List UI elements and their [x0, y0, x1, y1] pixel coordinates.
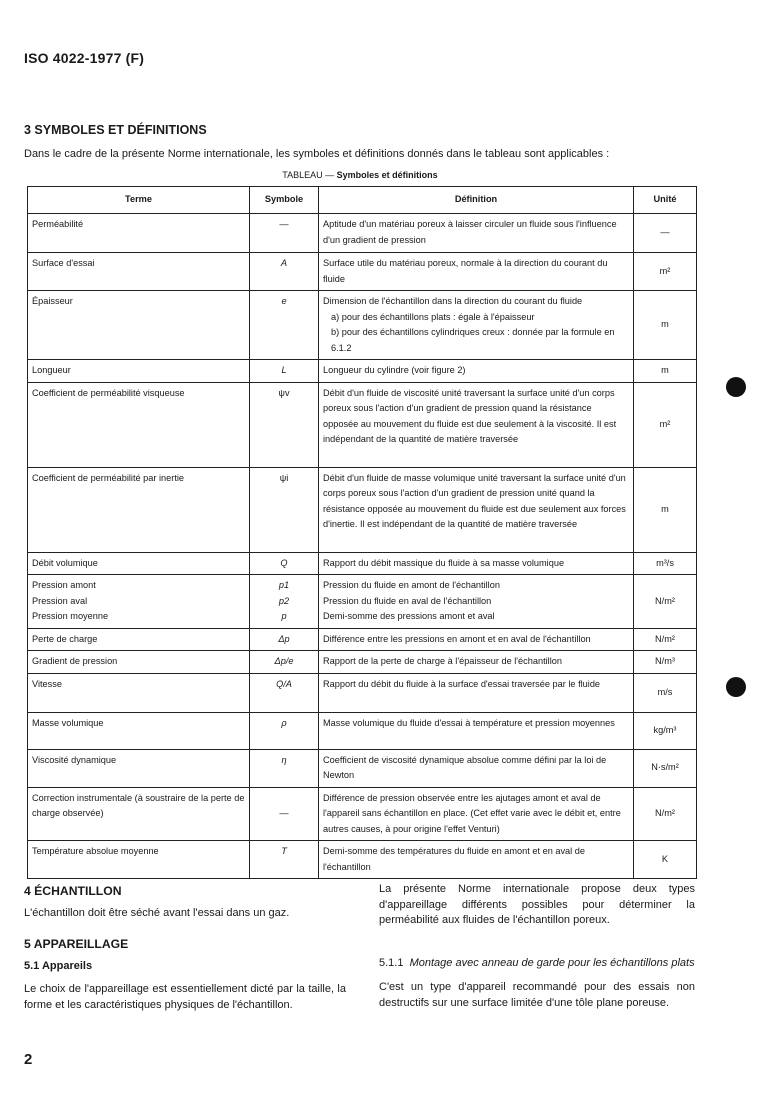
term-cell: Température absolue moyenne — [28, 841, 250, 879]
header-symbol: Symbole — [250, 187, 319, 214]
table-caption — [0, 170, 720, 180]
unit-cell: m — [634, 360, 697, 383]
table-row — [28, 382, 697, 467]
document-header: ISO 4022-1977 (F) — [24, 50, 145, 66]
symbol-cell: e — [250, 291, 319, 360]
section-5-1-text: Le choix de l'appareillage est essentiellement dicté par la taille, la forme et les caractéristiques physiques de l'échantillon. — [24, 983, 346, 1011]
symbol-p1: p1 — [278, 580, 290, 590]
definition-item-b: b) pour des échantillons cylindriques creux : donnée par la formule en 6.1.2 — [331, 327, 615, 353]
symbol-cell: Q — [250, 552, 319, 575]
header-term: Terme — [28, 187, 250, 214]
unit-cell: — — [634, 214, 697, 253]
table-caption-title: Symboles et définitions — [336, 170, 438, 180]
unit-cell: m — [634, 467, 697, 552]
unit-cell: m/s — [634, 673, 697, 712]
term-cell: Viscosité dynamique — [28, 749, 250, 787]
margin-punch-hole-icon — [726, 677, 746, 697]
symbol-cell: Δp — [250, 628, 319, 651]
table-row — [28, 651, 697, 674]
symbol-cell — [250, 575, 319, 629]
symbol-cell: ψv — [250, 382, 319, 467]
term-cell: Masse volumique — [28, 712, 250, 749]
unit-cell: m² — [634, 382, 697, 467]
section-3-title: 3 SYMBOLES ET DÉFINITIONS — [24, 123, 207, 137]
term-cell: Coefficient de perméabilité visqueuse — [28, 382, 250, 467]
table-row — [28, 552, 697, 575]
definition-pressure-mean: Demi-somme des pressions amont et aval — [323, 611, 495, 621]
table-header-row — [28, 187, 697, 214]
definition-cell: Différence entre les pressions en amont et en aval de l'échantillon — [319, 628, 634, 651]
definition-pressure-downstream: Pression du fluide en aval de l'échantillon — [323, 595, 492, 606]
symbol-cell: T — [250, 841, 319, 879]
table-row — [28, 253, 697, 291]
table-row — [28, 214, 697, 253]
header-unit: Unité — [634, 187, 697, 214]
subsection-5-1-1-heading — [379, 956, 695, 972]
section-5 — [24, 937, 346, 1013]
section-4-text: L'échantillon doit être séché avant l'essai dans un gaz. — [24, 906, 290, 919]
unit-cell: N/m² — [634, 628, 697, 651]
definition-cell: Rapport du débit massique du fluide à sa masse volumique — [319, 552, 634, 575]
definition-pressure-upstream: Pression du fluide en amont de l'échantillon — [323, 580, 500, 590]
definition-cell — [319, 575, 634, 629]
definition-cell: Rapport de la perte de charge à l'épaisseur de l'échantillon — [319, 651, 634, 674]
unit-cell: m³/s — [634, 552, 697, 575]
unit-cell: m — [634, 291, 697, 360]
margin-punch-hole-icon — [726, 377, 746, 397]
definition-item-a: a) pour des échantillons plats : égale à l'épaisseur — [331, 311, 535, 322]
table-row — [28, 673, 697, 712]
header-definition: Définition — [319, 187, 634, 214]
section-5-1-title: 5.1 Appareils — [24, 959, 93, 972]
definitions-table — [27, 186, 697, 879]
definition-cell: Surface utile du matériau poreux, normale à la direction du courant du fluide — [319, 253, 634, 291]
right-para-1: La présente Norme internationale propose deux types d'appareillage différents possibles pour déterminer la perméabilité aux fluides de l'échantillon poreux. — [379, 883, 695, 926]
unit-cell: N·s/m² — [634, 749, 697, 787]
page-number: 2 — [24, 1051, 33, 1068]
definition-main: Dimension de l'échantillon dans la direction du courant du fluide — [323, 296, 583, 306]
table-row — [28, 291, 697, 360]
definition-cell: Aptitude d'un matériau poreux à laisser circuler un fluide sous l'influence d'un gradient de pression — [319, 214, 634, 253]
unit-cell: N/m² — [634, 787, 697, 841]
symbol-cell: — — [250, 214, 319, 253]
definition-cell: Longueur du cylindre (voir figure 2) — [319, 360, 634, 383]
section-3-intro: Dans le cadre de la présente Norme internationale, les symboles et définitions donnés dans le tableau sont applicables : — [24, 148, 610, 160]
definition-cell: Demi-somme des températures du fluide en amont et en aval de l'échantillon — [319, 841, 634, 879]
term-cell: Épaisseur — [28, 291, 250, 360]
symbol-p: p — [281, 611, 287, 621]
definition-cell: Débit d'un fluide de viscosité unité traversant la surface unité d'un corps poreux sous l'action d'un gradient de pression quand la résistance opposée au mouvement du fluide est due seulement à la viscosité. Il est indépendant de la quantité de matière traversée — [319, 382, 634, 467]
term-cell: Surface d'essai — [28, 253, 250, 291]
table-row — [28, 749, 697, 787]
definition-cell: Différence de pression observée entre les ajutages amont et aval de l'appareil sans échantillon en place. (Cet effet varie avec le débit et, entre autres causes, à pour origine l'effet Venturi) — [319, 787, 634, 841]
section-5-title: 5 APPAREILLAGE — [24, 937, 129, 951]
symbol-p2: p2 — [278, 595, 290, 606]
right-column — [379, 882, 695, 1011]
symbol-cell: A — [250, 253, 319, 291]
symbol-cell: η — [250, 749, 319, 787]
section-4-title: 4 ÉCHANTILLON — [24, 884, 122, 898]
term-cell: Perte de charge — [28, 628, 250, 651]
table-row — [28, 467, 697, 552]
term-cell: Perméabilité — [28, 214, 250, 253]
table-caption-prefix: TABLEAU — — [282, 170, 337, 180]
term-cell: Débit volumique — [28, 552, 250, 575]
term-pressure-upstream: Pression amont — [32, 580, 96, 590]
term-cell: Correction instrumentale (à soustraire de la perte de charge observée) — [28, 787, 250, 841]
term-cell: Coefficient de perméabilité par inertie — [28, 467, 250, 552]
term-pressure-mean: Pression moyenne — [32, 611, 109, 621]
definition-cell — [319, 291, 634, 360]
symbol-cell: — — [250, 787, 319, 841]
term-pressure-downstream: Pression aval — [32, 595, 88, 606]
table-row — [28, 787, 697, 841]
definition-cell: Débit d'un fluide de masse volumique unité traversant la surface unité d'un corps poreux sous l'action d'un gradient de pression unité quand la résistance opposée au mouvement du fluide est due seulement aux forces d'inertie. Il est indépendant de la quantité de matière traversée — [319, 467, 634, 552]
table-row — [28, 575, 697, 629]
definition-cell: Rapport du débit du fluide à la surface d'essai traversée par le fluide — [319, 673, 634, 712]
subsection-number: 5.1.1 — [379, 956, 404, 969]
term-cell: Longueur — [28, 360, 250, 383]
symbol-cell: Δp/e — [250, 651, 319, 674]
table-row — [28, 712, 697, 749]
unit-cell: kg/m³ — [634, 712, 697, 749]
term-cell: Gradient de pression — [28, 651, 250, 674]
unit-cell: m² — [634, 253, 697, 291]
right-para-2: C'est un type d'appareil recommandé pour des essais non destructifs sur une surface limitée d'une tôle plane poreuse. — [379, 981, 695, 1009]
section-4 — [24, 884, 346, 921]
symbol-cell: Q/A — [250, 673, 319, 712]
symbol-cell: L — [250, 360, 319, 383]
table-row — [28, 360, 697, 383]
definition-cell: Masse volumique du fluide d'essai à température et pression moyennes — [319, 712, 634, 749]
unit-cell: N/m³ — [634, 651, 697, 674]
symbol-cell: ψi — [250, 467, 319, 552]
subsection-title: Montage avec anneau de garde pour les échantillons plats — [409, 956, 695, 969]
symbol-cell: ρ — [250, 712, 319, 749]
table-row — [28, 628, 697, 651]
definition-cell: Coefficient de viscosité dynamique absolue comme défini par la loi de Newton — [319, 749, 634, 787]
term-cell — [28, 575, 250, 629]
unit-cell: N/m² — [634, 575, 697, 629]
unit-cell: K — [634, 841, 697, 879]
table-row — [28, 841, 697, 879]
term-cell: Vitesse — [28, 673, 250, 712]
